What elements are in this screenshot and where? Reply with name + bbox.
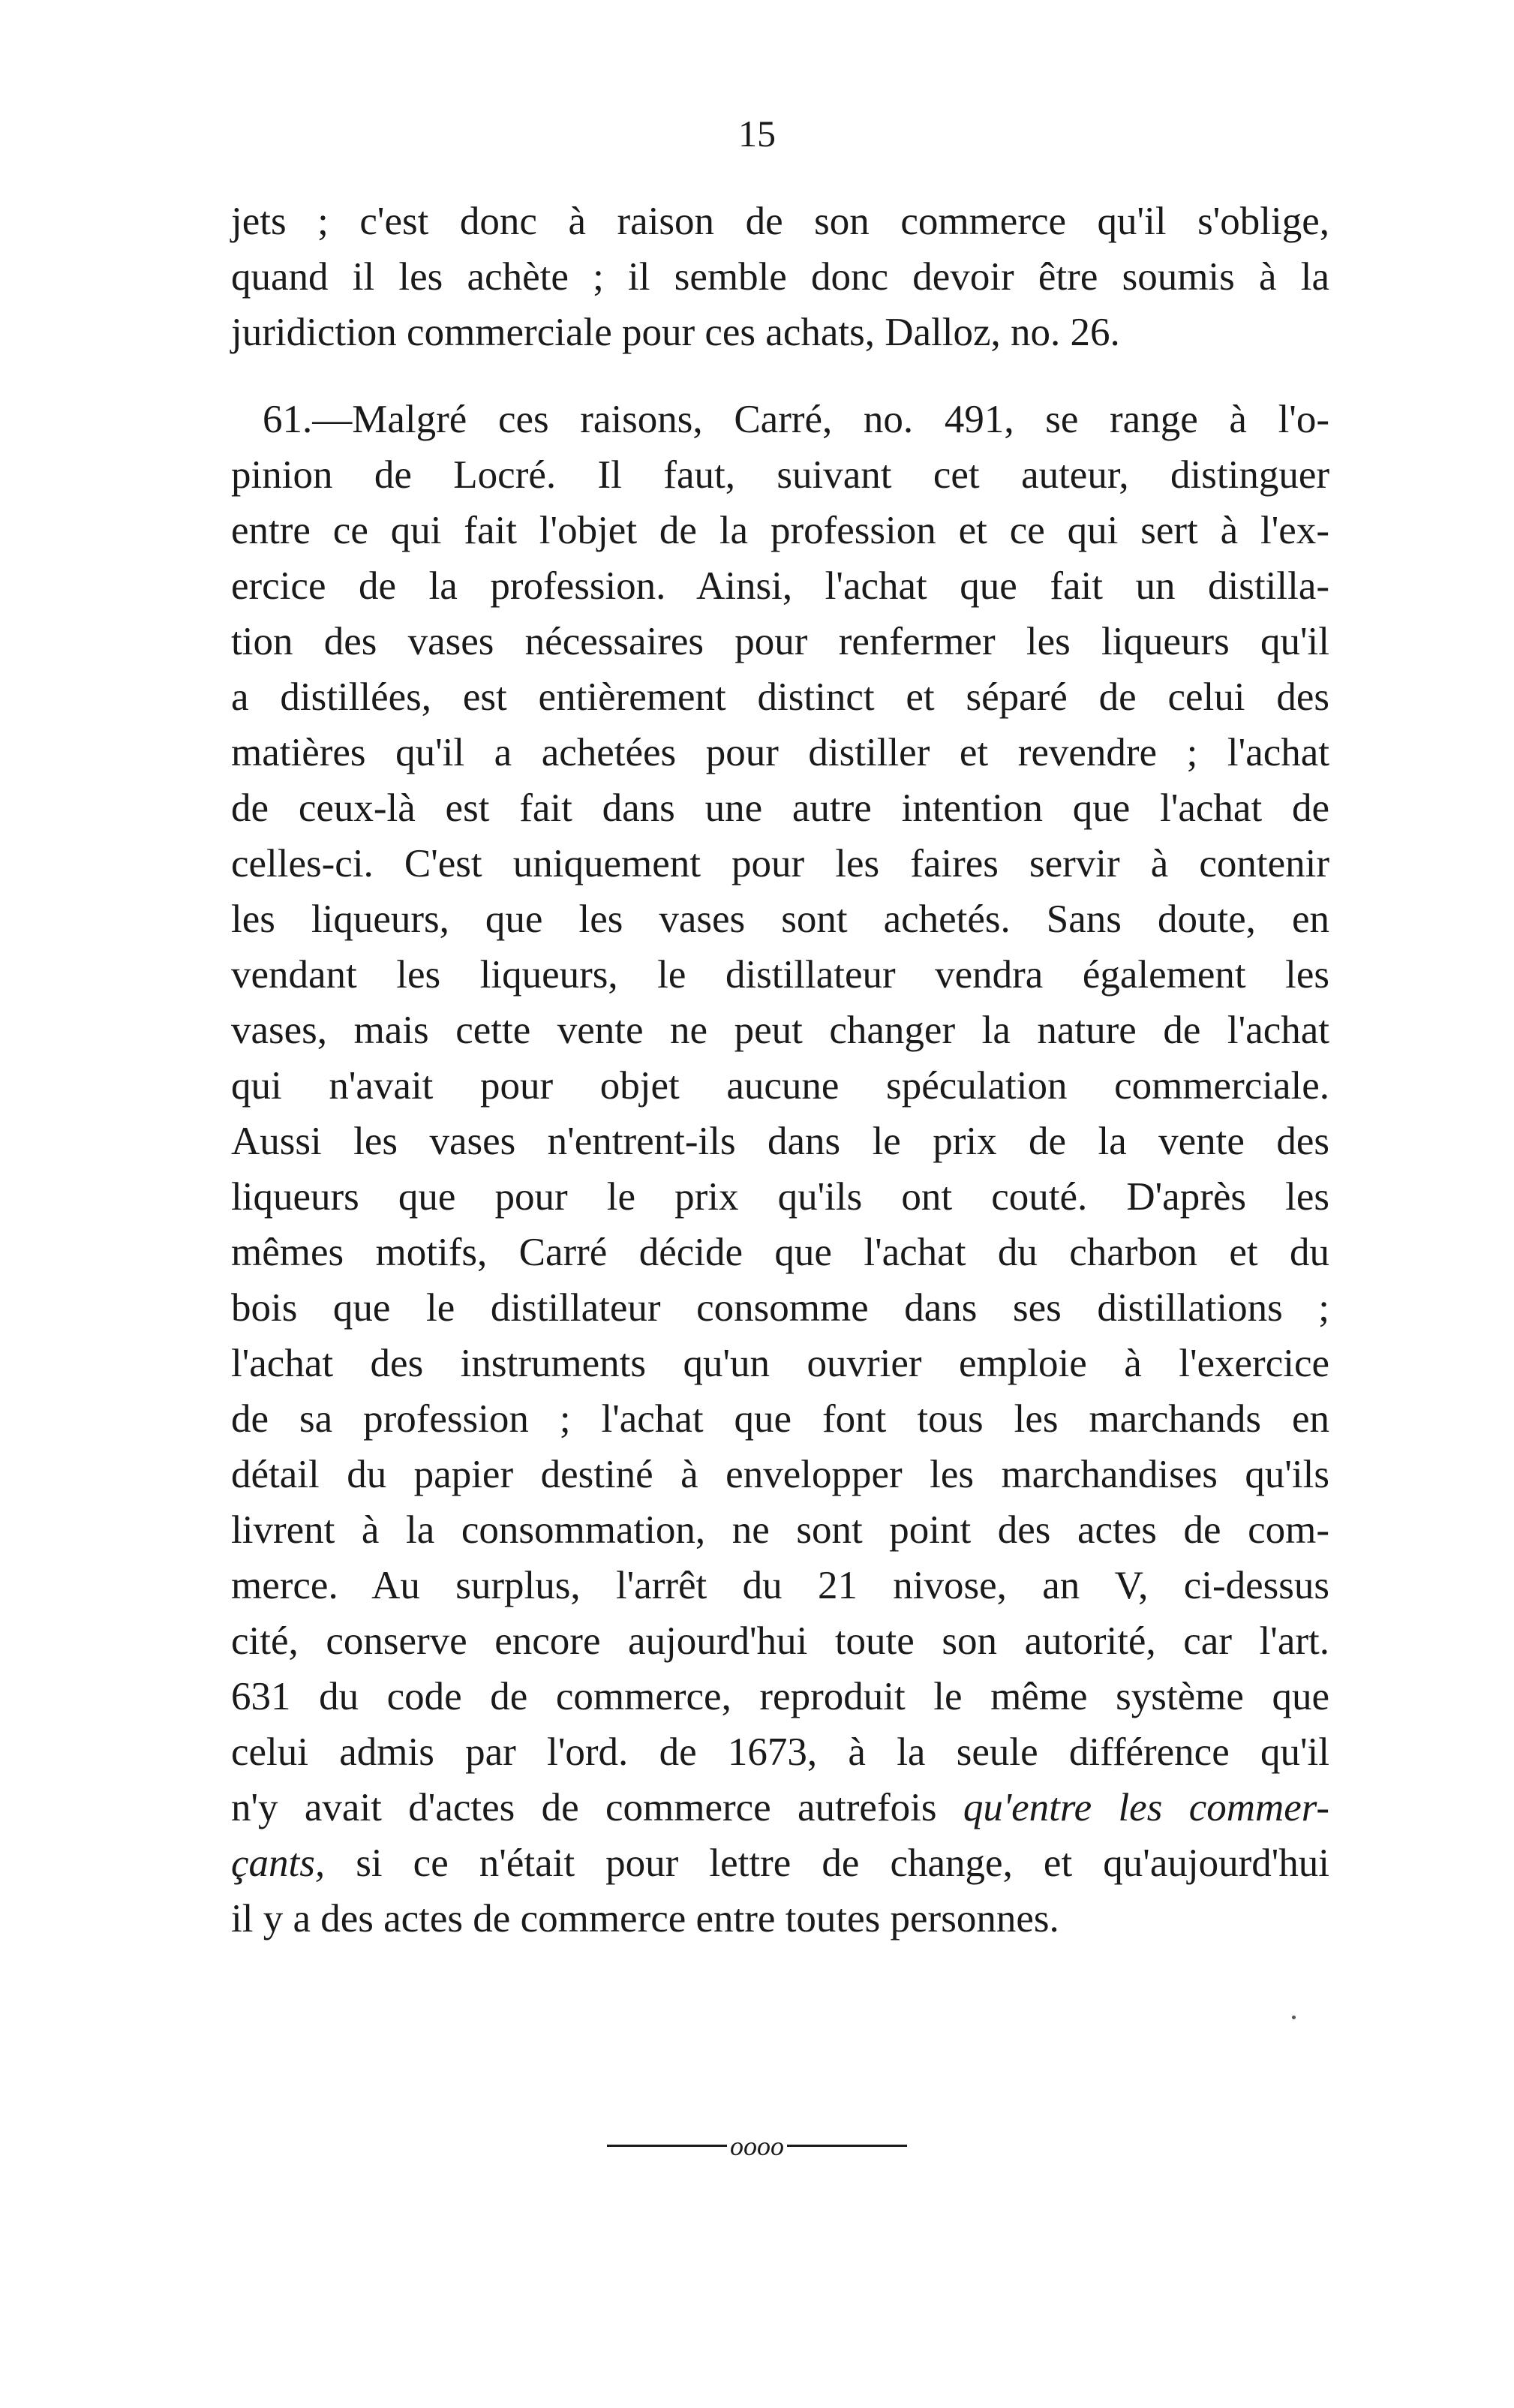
text-line: [231, 392, 1329, 447]
text-segment: vendant les liqueurs, le distillateur vendra également les: [231, 953, 1329, 997]
text-segment: matières qu'il a achetées pour distiller et revendre ; l'achat: [231, 731, 1329, 774]
text-segment: ercice de la profession. Ainsi, l'achat que fait un distilla-: [231, 564, 1329, 608]
text-line: [231, 1169, 1329, 1225]
text-segment: Aussi les vases n'entrent-ils dans le prix de la vente des: [231, 1120, 1329, 1163]
text-segment: qui n'avait pour objet aucune spéculation commerciale.: [231, 1064, 1329, 1108]
text-segment: merce. Au surplus, l'arrêt du 21 nivose, an V, ci-dessus: [231, 1564, 1329, 1607]
paragraph-continued: [231, 194, 1329, 360]
ornament-rule-left: [607, 2145, 727, 2147]
ornament-rule-right: [787, 2145, 907, 2147]
text-segment: les liqueurs, que les vases sont achetés. Sans doute, en: [231, 897, 1329, 941]
text-line: [231, 1724, 1329, 1780]
text-line: [231, 558, 1329, 614]
text-line: [231, 1780, 1329, 1835]
text-line: [231, 780, 1329, 836]
text-line: [231, 1835, 1329, 1891]
text-line: jets ; c'est donc à raison de son commerce qu'il s'oblige,: [231, 200, 1329, 243]
printing-speck: [1292, 2016, 1296, 2019]
text-segment: vases, mais cette vente ne peut changer la nature de l'achat: [231, 1009, 1329, 1052]
text-segment: 61.—Malgré ces raisons, Carré, no. 491, se range à l'o-: [263, 398, 1329, 441]
text-segment: l'achat des instruments qu'un ouvrier emploie à l'exercice: [231, 1342, 1329, 1385]
text-line: [231, 614, 1329, 669]
text-line: [231, 1391, 1329, 1447]
text-segment: bois que le distillateur consomme dans ses distillations ;: [231, 1286, 1329, 1330]
text-segment: détail du papier destiné à envelopper les marchandises qu'ils: [231, 1453, 1329, 1496]
text-line: [231, 1447, 1329, 1502]
text-line: quand il les achète ; il semble donc devoir être soumis à la: [231, 255, 1329, 299]
italic-text: çants,: [231, 1841, 326, 1885]
page-number: 15: [738, 113, 776, 155]
end-ornament: [0, 2127, 1514, 2163]
text-line: [231, 1058, 1329, 1114]
text-segment: a distillées, est entièrement distinct et séparé de celui des: [231, 675, 1329, 719]
text-line: [231, 447, 1329, 503]
text-line: juridiction commerciale pour ces achats, Dalloz, no. 26.: [231, 311, 1120, 354]
text-line: [231, 947, 1329, 1003]
text-segment: cité, conserve encore aujourd'hui toute son autorité, car l'art.: [231, 1619, 1329, 1663]
text-line: [231, 1891, 1329, 1947]
text-line: [231, 1114, 1329, 1169]
text-line: [231, 836, 1329, 891]
text-segment: 631 du code de commerce, reproduit le même système que: [231, 1675, 1329, 1718]
text-line: [231, 1003, 1329, 1058]
text-segment: pinion de Locré. Il faut, suivant cet auteur, distinguer: [231, 453, 1329, 497]
ornament-mark: oooo: [730, 2130, 784, 2161]
italic-text: qu'entre les commer-: [963, 1786, 1329, 1829]
text-line: [231, 669, 1329, 725]
text-line: [231, 1613, 1329, 1669]
text-line: [231, 725, 1329, 780]
text-segment: tion des vases nécessaires pour renfermer les liqueurs qu'il: [231, 620, 1329, 663]
text-segment: il y a des actes de commerce entre toutes personnes.: [231, 1897, 1059, 1941]
text-line: [231, 1558, 1329, 1613]
paragraph-61: [231, 392, 1329, 1947]
text-segment: livrent à la consommation, ne sont point des actes de com-: [231, 1508, 1329, 1552]
text-line: [231, 1669, 1329, 1724]
text-line: [231, 503, 1329, 558]
text-segment: de sa profession ; l'achat que font tous les marchands en: [231, 1397, 1329, 1441]
text-segment: celui admis par l'ord. de 1673, à la seule différence qu'il: [231, 1730, 1329, 1774]
text-segment: mêmes motifs, Carré décide que l'achat du charbon et du: [231, 1231, 1329, 1274]
text-segment: liqueurs que pour le prix qu'ils ont couté. D'après les: [231, 1175, 1329, 1219]
text-segment: entre ce qui fait l'objet de la profession et ce qui sert à l'ex-: [231, 509, 1329, 552]
text-segment: si ce n'était pour lettre de change, et qu'aujourd'hui: [325, 1841, 1329, 1885]
text-line: [231, 1502, 1329, 1558]
text-line: [231, 1225, 1329, 1280]
text-line: [231, 1336, 1329, 1391]
text-line: [231, 891, 1329, 947]
text-segment: celles-ci. C'est uniquement pour les faires servir à contenir: [231, 842, 1329, 885]
text-segment: de ceux-là est fait dans une autre intention que l'achat de: [231, 786, 1329, 830]
text-segment: n'y avait d'actes de commerce autrefois: [231, 1786, 963, 1829]
text-line: [231, 1280, 1329, 1336]
